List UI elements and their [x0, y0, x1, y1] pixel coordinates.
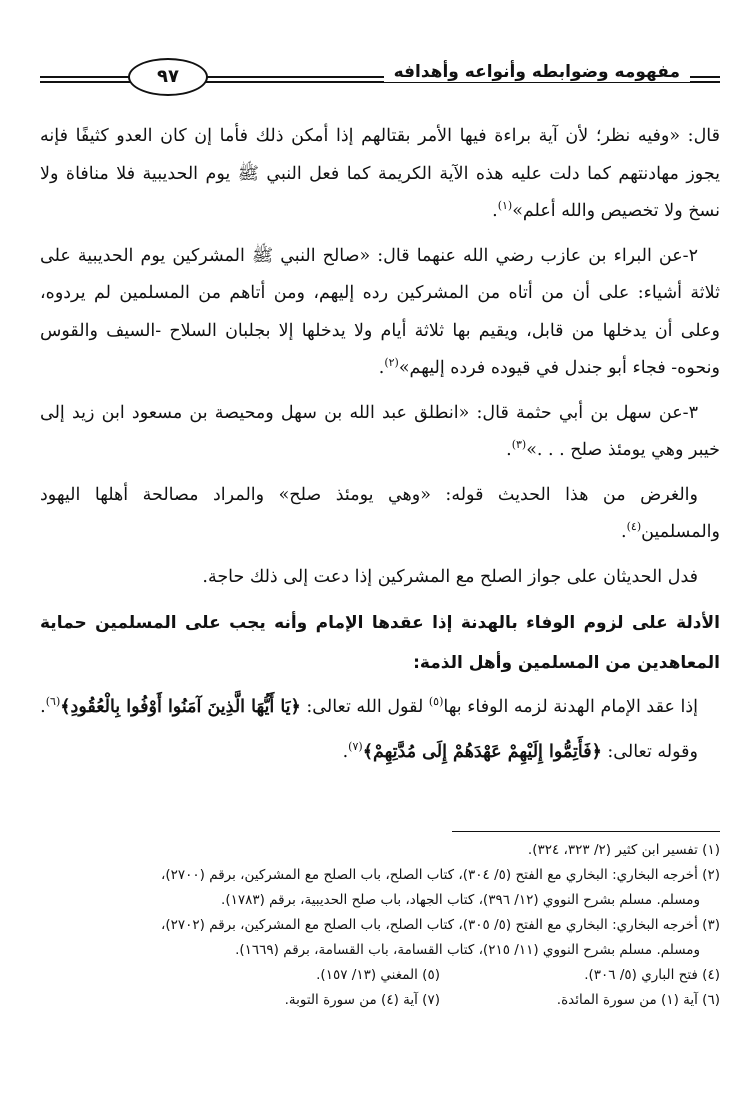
paragraph-text: لقول الله تعالى:: [300, 697, 429, 717]
paragraph-text: ٢-عن البراء بن عازب رضي الله عنهما قال: «صالح النبي ﷺ المشركين يوم الحديبية على ثلاثة أشياء: على أن من أتاه من المشركين رده إليهم، ومن أتاهم من المسلمين لم يردوه، وعلى أن يدخلها من قابل، ويقيم بها ثلاثة أيام ولا يدخلها إلا بجلبان السلاح -السيف والقوس ونحوه- فجاء أبو جندل في قيوده فرده إليهم»: [40, 245, 720, 378]
main-text: [40, 118, 720, 778]
paragraph-text: والغرض من هذا الحديث قوله: «وهي يومئذ صلح» والمراد مصالحة أهلها اليهود والمسلمين: [40, 484, 720, 542]
footnote-ref: (٢): [384, 356, 399, 370]
paragraph-hadith-2: ٢-عن البراء بن عازب رضي الله عنهما قال: «صالح النبي ﷺ المشركين يوم الحديبية على ثلاثة أشياء: على أن من أتاه من المشركين رده إليهم، ومن أتاهم من المسلمين لم يردوه، وعلى أن يدخلها من قابل، ويقيم بها ثلاثة أيام ولا يدخلها إلا بجلبان السلاح -السيف والقوس ونحوه- فجاء أبو جندل في قيوده فرده إليهم»$^{(٢)}$.: [40, 245, 720, 378]
footnote-2-cont: ومسلم. مسلم بشرح النووي (١٢/ ٣٩٦)، كتاب الجهاد، باب صلح الحديبية، برقم (١٧٨٣).: [221, 892, 700, 908]
paragraph-text: قال: «وفيه نظر؛ لأن آية براءة فيها الأمر بقتالهم إذا أمكن ذلك فأما إن كان العدو كثيفًا فإنه يجوز مهادنتهم كما دلت عليه هذه الآية الكريمة كما فعل النبي ﷺ يوم الحديبية فلا منافاة ولا نسخ ولا تخصيص والله أعلم»: [40, 126, 720, 221]
footnote-7: (٧) آية (٤) من سورة التوبة.: [284, 992, 440, 1008]
running-header: [40, 54, 720, 98]
paragraph-hadith-3: ٣-عن سهل بن أبي حثمة قال: «انطلق عبد الله بن سهل ومحيصة بن مسعود ابن زيد إلى خيبر وهي يومئذ صلح . . .»$^{(٣)}$.: [40, 402, 720, 460]
footnote-1: (١) تفسير ابن كثير (٢/ ٣٢٣، ٣٢٤).: [527, 842, 720, 858]
footnote-row: [40, 988, 720, 1013]
footnote-5: (٥) المغني (١٣/ ١٥٧).: [316, 967, 440, 983]
footnote-ref: (٤): [626, 520, 642, 534]
footnote-ref: (٦): [45, 695, 61, 709]
paragraph-text: وقوله تعالى:: [601, 741, 698, 762]
footnote-2: (٢) أخرجه البخاري: البخاري مع الفتح (٥/ ٣٠٤)، كتاب الصلح، باب الصلح مع المشركين، برقم (٢٧٠٠)،: [161, 867, 720, 883]
page-number: ٩٧: [128, 58, 208, 96]
paragraph-quote: قال: «وفيه نظر؛ لأن آية براءة فيها الأمر بقتالهم إذا أمكن ذلك فأما إن كان العدو كثيفًا فإنه يجوز مهادنتهم كما دلت عليه هذه الآية الكريمة كما فعل النبي ﷺ يوم الحديبية فلا منافاة ولا نسخ ولا تخصيص والله أعلم»$^{(١)}$.: [40, 126, 720, 221]
footnote-ref: (٥): [428, 695, 444, 709]
paragraph-text: فدل الحديثان على جواز الصلح مع المشركين إذا دعت إلى ذلك حاجة.: [202, 566, 698, 587]
footnote-row: [40, 963, 720, 988]
footnote-6: (٦) آية (١) من سورة المائدة.: [556, 992, 720, 1008]
footnote-4: (٤) فتح الباري (٥/ ٣٠٦).: [584, 967, 720, 983]
paragraph-purpose: والغرض من هذا الحديث قوله: «وهي يومئذ صلح» والمراد مصالحة أهلها اليهود والمسلمين$^{(٤)}$.: [40, 484, 720, 542]
quran-verse: ﴿فَأَتِمُّوا إِلَيْهِمْ عَهْدَهُمْ إِلَى مُدَّتِهِمْ﴾: [362, 741, 602, 762]
paragraph-verse-2: وقوله تعالى: ﴿فَأَتِمُّوا إِلَيْهِمْ عَهْدَهُمْ إِلَى مُدَّتِهِمْ﴾$^{(٧)}$.: [342, 739, 698, 762]
chapter-title: مفهومه وضوابطه وأنواعه وأهدافه: [384, 62, 690, 82]
footnote-ref: (٧): [348, 739, 363, 753]
book-page: [40, 0, 720, 1095]
footnote-ref: (٣): [511, 438, 527, 452]
footnotes: [40, 838, 720, 1013]
quran-verse: ﴿يَا أَيُّهَا الَّذِينَ آمَنُوا أَوْفُوا بِالْعُقُودِ﴾: [60, 697, 301, 717]
paragraph-text: إذا عقد الإمام الهدنة لزمه الوفاء بها: [443, 697, 698, 717]
paragraph-text: ٣-عن سهل بن أبي حثمة قال: «انطلق عبد الله بن سهل ومحيصة بن مسعود ابن زيد إلى خيبر وهي يومئذ صلح . . .»: [40, 402, 720, 460]
section-heading: الأدلة على لزوم الوفاء بالهدنة إذا عقدها الإمام وأنه يجب على المسلمين حماية المعاهدين من المسلمين وأهل الذمة:: [40, 613, 720, 673]
footnote-separator: [452, 831, 720, 832]
footnote-3-cont: ومسلم. مسلم بشرح النووي (١١/ ٢١٥)، كتاب القسامة، باب القسامة، برقم (١٦٦٩).: [235, 942, 700, 958]
footnote-ref: (١): [497, 199, 513, 213]
paragraph-verse-1: إذا عقد الإمام الهدنة لزمه الوفاء بها$^{(٥)}$ لقول الله تعالى: ﴿يَا أَيُّهَا الَّذِينَ آمَنُوا أَوْفُوا بِالْعُقُودِ﴾$^{(٦)}$.: [40, 695, 698, 717]
paragraph-conclusion: [40, 559, 720, 597]
footnote-3: (٣) أخرجه البخاري: البخاري مع الفتح (٥/ ٣٠٥)، كتاب الصلح، باب الصلح مع المشركين، برقم (٢٧٠٢)،: [161, 917, 720, 933]
